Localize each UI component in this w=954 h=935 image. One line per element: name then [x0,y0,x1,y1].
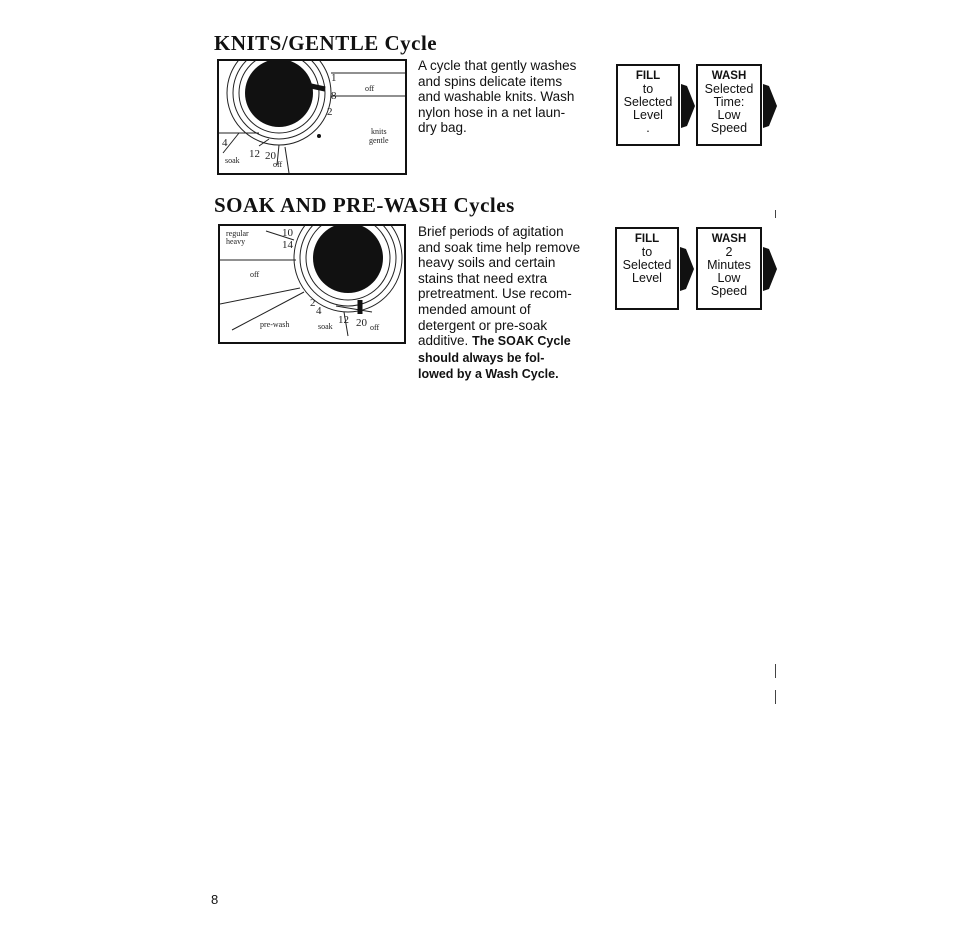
dial-number-10: 10 [282,227,293,239]
description-line [418,366,613,383]
step-arrow-icon [680,247,694,291]
step-title: WASH [711,70,747,82]
step-arrow-icon [681,84,695,128]
knits-gentle-dial-illustration [217,59,407,175]
step-line: . [646,121,650,135]
description-bold-text: lowed by a Wash Cycle. [418,367,559,382]
step-line: Low [717,271,741,285]
description-line: dry bag. [418,120,467,136]
dial-number-2: 2 [327,106,333,118]
dial-label-off: off [365,84,375,93]
knits-gentle-description [418,58,608,136]
description-line: mended amount of [418,301,531,317]
dial-number-2: 2 [310,297,316,309]
step-line: Level [632,271,662,285]
step-arrow-icon [763,247,777,291]
step-line: Level [633,108,663,122]
step-title: WASH [711,233,747,245]
knits-wash-step-box [696,64,762,146]
description-line: and soak time help remove [418,239,581,255]
dial-drawing [219,61,405,173]
description-line: pretreatment. Use recom- [418,286,572,302]
dial-label-prewash: pre-wash [260,320,290,329]
description-line: detergent or pre-soak [418,317,548,333]
step-line: to [642,82,654,96]
knits-fill-step-box [616,64,680,146]
dial-number-12: 12 [338,314,349,326]
soak-prewash-description [418,224,613,383]
dial-label-off-bottom: off [273,160,283,169]
description-bold-text: should always be fol- [418,350,545,365]
description-line: heavy soils and certain [418,255,556,271]
description-line: A cycle that gently washes [418,58,577,73]
page-number: 8 [211,892,219,907]
description-line [418,333,613,350]
knits-gentle-heading: KNITS/GENTLE Cycle [214,31,438,55]
dial-label-regular: regular [226,229,249,238]
step-line: Time: [713,95,745,109]
dial-label-soak: soak [225,156,240,165]
step-line: Minutes [707,258,751,272]
description-line: nylon hose in a net laun- [418,104,566,120]
step-title: FILL [635,70,661,82]
soak-fill-step-box [615,227,679,310]
soak-wash-step-box [696,227,762,310]
dial-number-4: 4 [316,305,322,317]
dial-label-soak: soak [318,322,333,331]
step-line: Low [717,108,741,122]
description-line: stains that need extra [418,270,548,286]
dial-label-off-bottom: off [370,323,380,332]
dial-number-20: 20 [356,317,367,329]
soak-prewash-dial-illustration [218,224,406,344]
step-line: Selected [623,95,673,109]
dial-label-heavy: heavy [226,237,246,246]
description-text: additive. [418,333,469,349]
step-line: Speed [710,121,748,135]
scan-mark [775,690,776,704]
description-line: Brief periods of agitation [418,224,564,239]
step-arrow-icon [763,84,777,128]
dial-number-14: 14 [282,239,293,251]
description-line: and spins delicate items [418,73,563,89]
step-line: Selected [622,258,672,272]
step-title: FILL [634,233,660,245]
step-line: to [641,245,653,259]
description-line [418,350,613,367]
dial-number-1: 1 [331,72,337,84]
scan-mark [775,210,776,218]
step-line: 2 [725,245,733,259]
dial-label-gentle: gentle [369,136,389,145]
step-line: Selected [704,82,754,96]
dial-label-knits: knits [371,127,387,136]
dial-label-off: off [250,270,260,279]
step-line: Speed [710,284,748,298]
dial-number-4: 4 [222,137,228,149]
dial-number-12: 12 [249,148,260,160]
description-bold-text: The SOAK Cycle [472,334,571,349]
scan-mark [775,664,776,678]
dial-number-20: 20 [265,150,276,162]
dial-number-8: 8 [331,90,337,102]
description-line: and washable knits. Wash [418,89,575,105]
soak-prewash-heading: SOAK AND PRE-WASH Cycles [214,193,515,217]
